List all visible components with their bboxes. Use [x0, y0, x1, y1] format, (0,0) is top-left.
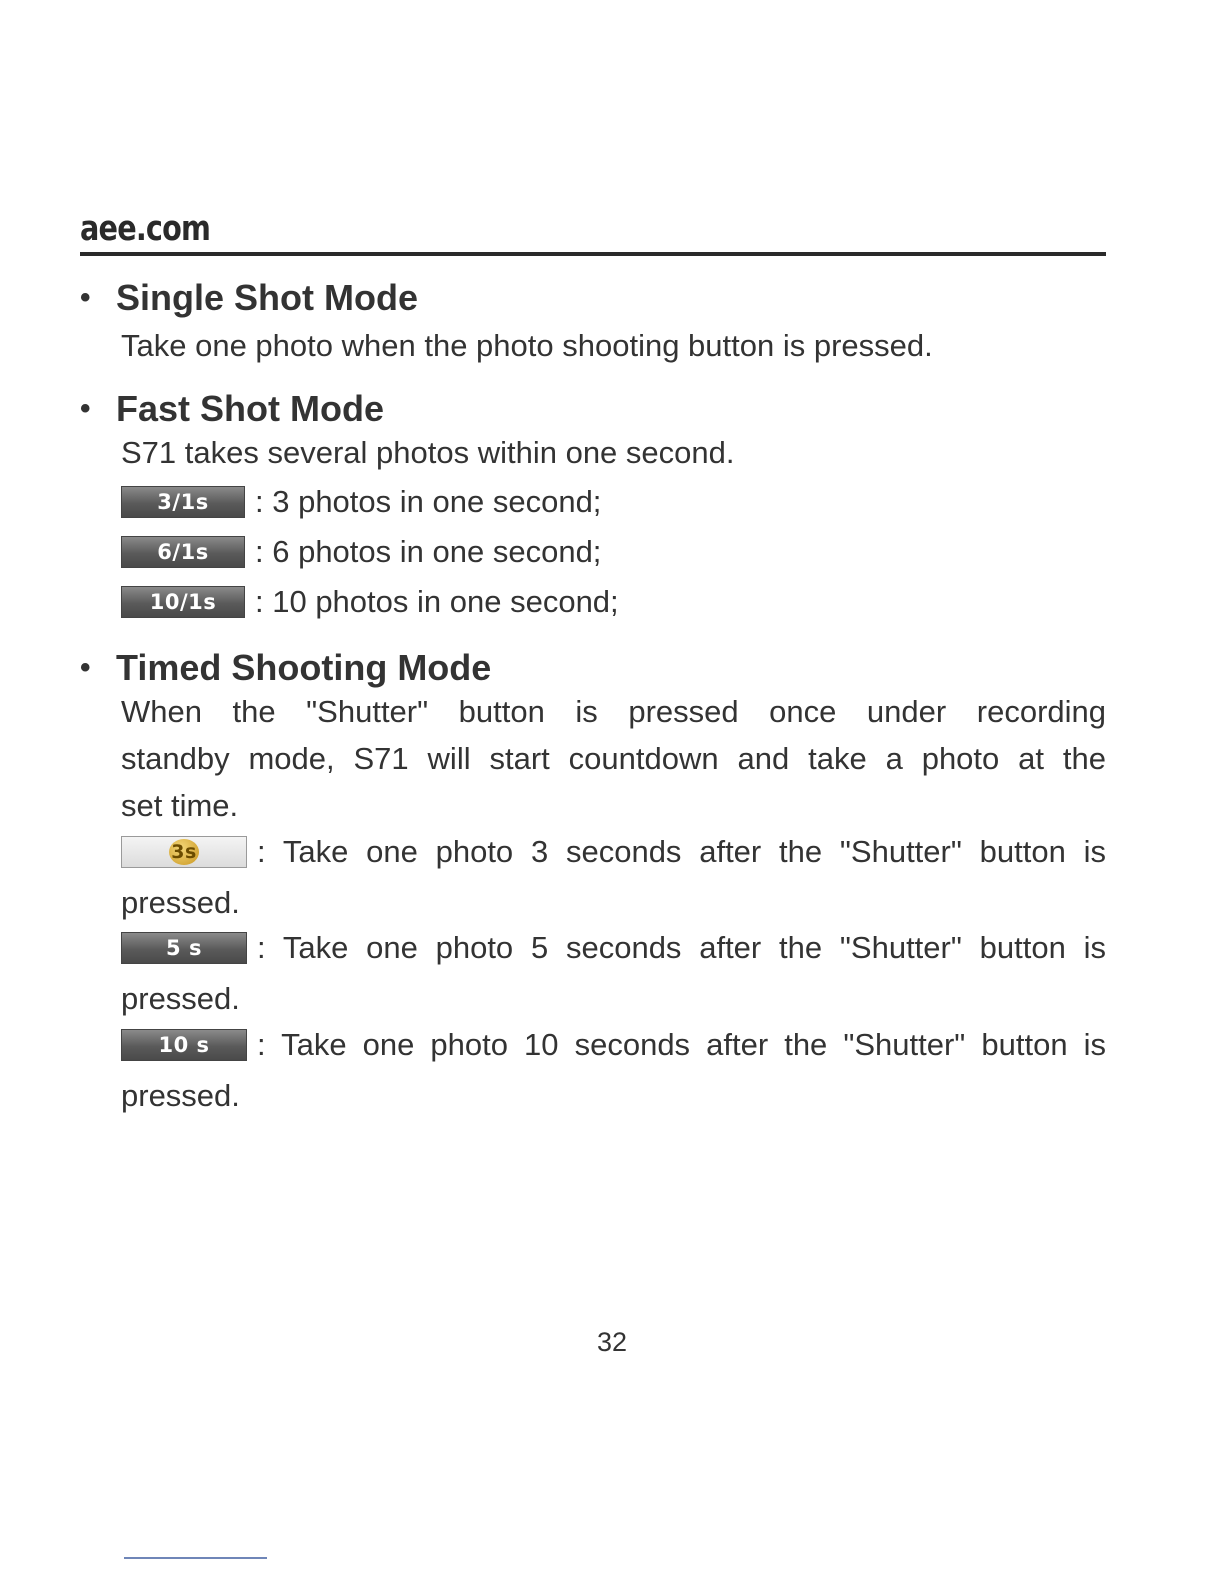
timed-option-continuation: pressed. — [121, 885, 240, 920]
section-title-fast-shot — [80, 388, 384, 429]
fast-shot-option-desc: : 6 photos in one second; — [255, 534, 602, 569]
burst-10-per-second-icon: 10/1s — [121, 586, 245, 618]
fast-shot-option-3 — [121, 484, 601, 520]
timed-option-continuation: pressed. — [121, 981, 240, 1016]
bullet-icon: • — [80, 392, 91, 425]
section-title-timed-shooting — [80, 647, 492, 688]
bullet-icon: • — [80, 281, 91, 314]
section-title-text: Fast Shot Mode — [116, 388, 384, 429]
section-title-text: Timed Shooting Mode — [116, 647, 492, 688]
section-title-text: Single Shot Mode — [116, 277, 418, 318]
timer-10s-icon: 10 s — [121, 1029, 247, 1061]
footer-divider — [124, 1557, 267, 1559]
header-divider — [80, 252, 1106, 256]
fast-shot-option-desc: : 3 photos in one second; — [255, 484, 602, 519]
timer-3s-icon — [121, 836, 247, 868]
timed-description-line: When the "Shutter" button is pressed once under recording — [121, 694, 1106, 729]
timer-3s-badge: 3s — [169, 839, 199, 865]
section-title-single-shot — [80, 277, 418, 318]
page-number: 32 — [596, 1327, 628, 1357]
burst-6-per-second-icon: 6/1s — [121, 536, 245, 568]
timed-description-line: set time. — [121, 788, 239, 823]
fast-shot-option-desc: : 10 photos in one second; — [255, 584, 619, 619]
bullet-icon: • — [80, 651, 91, 684]
timed-option-desc: : Take one photo 10 seconds after the "Shutter" button is — [257, 1027, 1106, 1062]
fast-shot-intro: S71 takes several photos within one second. — [121, 435, 735, 470]
fast-shot-option-10 — [121, 584, 619, 620]
timer-5s-icon: 5 s — [121, 932, 247, 964]
timed-option-10s — [121, 1027, 1106, 1063]
timed-option-5s — [121, 930, 1106, 966]
burst-3-per-second-icon: 3/1s — [121, 486, 245, 518]
fast-shot-option-6 — [121, 534, 601, 570]
timed-description-line: standby mode, S71 will start countdown and take a photo at the — [121, 741, 1106, 776]
timed-option-desc: : Take one photo 3 seconds after the "Shutter" button is — [257, 834, 1106, 869]
site-brand: aee.com — [80, 209, 211, 249]
timed-option-desc: : Take one photo 5 seconds after the "Shutter" button is — [257, 930, 1106, 965]
timed-option-3s — [121, 834, 1106, 870]
single-shot-description: Take one photo when the photo shooting button is pressed. — [121, 328, 933, 363]
timed-option-continuation: pressed. — [121, 1078, 240, 1113]
